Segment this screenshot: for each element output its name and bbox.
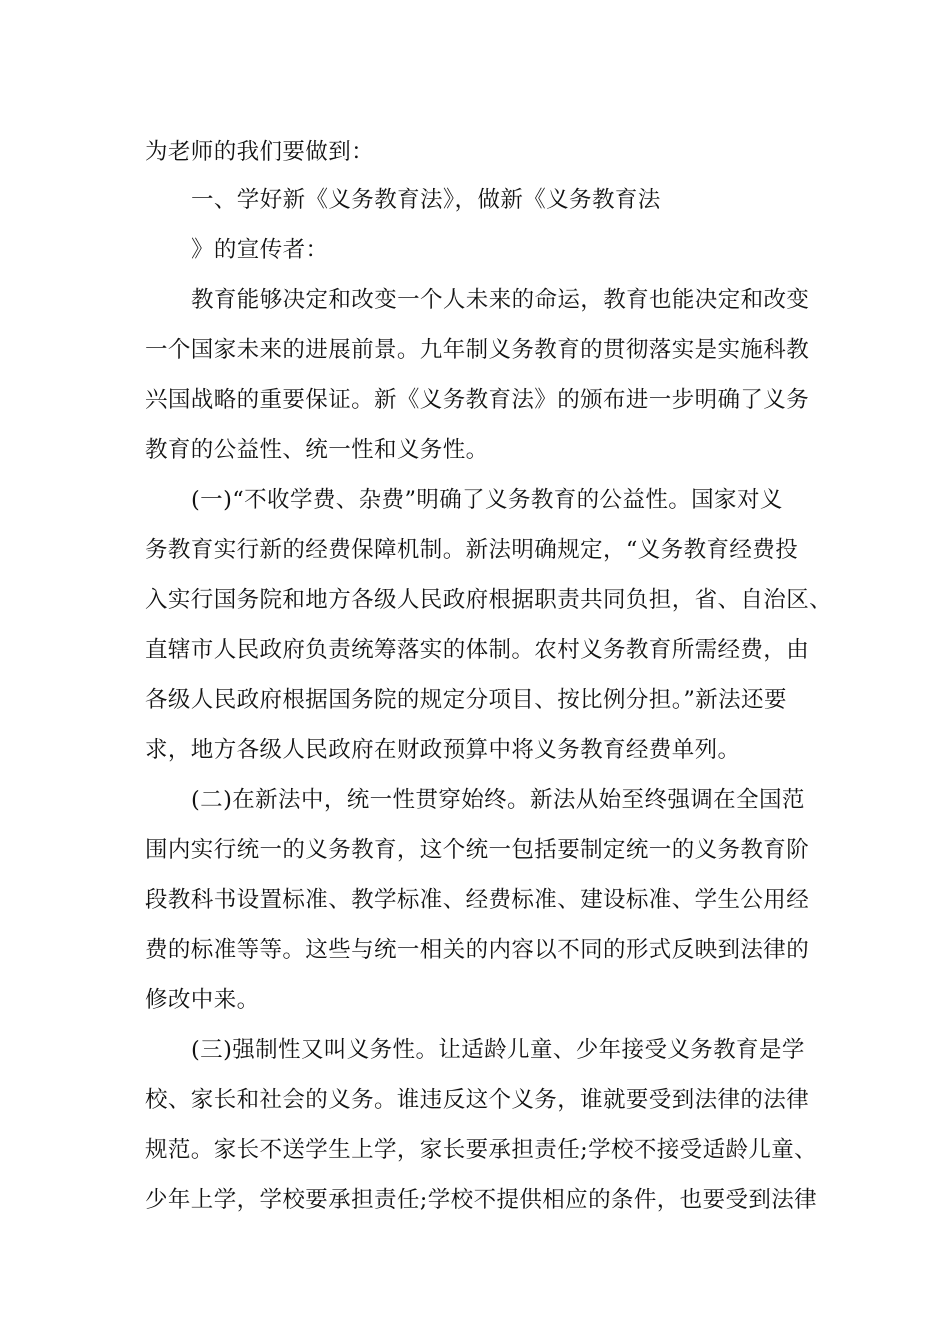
paragraph-line: 段教科书设置标准、教学标准、经费标准、建设标准、学生公用经 xyxy=(145,887,810,913)
section-heading-line: 一、学好新《义务教育法》，做新《义务教育法 xyxy=(191,187,661,213)
paragraph-line: 围内实行统一的义务教育，这个统一包括要制定统一的义务教育阶 xyxy=(145,837,810,863)
paragraph-line: (二)在新法中，统一性贯穿始终。新法从始至终强调在全国范 xyxy=(191,787,805,813)
paragraph-line: 教育的公益性、统一性和义务性。 xyxy=(145,437,489,463)
section-heading-line: 》的宣传者： xyxy=(191,237,329,263)
paragraph-line: (一)“不收学费、杂费”明确了义务教育的公益性。国家对义 xyxy=(191,487,783,513)
paragraph-line: 各级人民政府根据国务院的规定分项目、按比例分担。”新法还要 xyxy=(145,687,787,713)
paragraph-line: 一个国家未来的进展前景。九年制义务教育的贯彻落实是实施科教 xyxy=(145,337,810,363)
paragraph-line: 费的标准等等。这些与统一相关的内容以不同的形式反映到法律的 xyxy=(145,937,810,963)
paragraph-line: 教育能够决定和改变一个人未来的命运，教育也能决定和改变 xyxy=(191,287,810,313)
paragraph-line: 校、家长和社会的义务。谁违反这个义务，谁就要受到法律的法律 xyxy=(145,1087,810,1113)
paragraph-line: 兴国战略的重要保证。新《义务教育法》的颁布进一步明确了义务 xyxy=(145,387,810,413)
paragraph-line: 规范。家长不送学生上学，家长要承担责任;学校不接受适龄儿童、 xyxy=(145,1137,818,1163)
paragraph-line: (三)强制性又叫义务性。让适龄儿童、少年接受义务教育是学 xyxy=(191,1037,805,1063)
paragraph-line: 入实行国务院和地方各级人民政府根据职责共同负担，省、自治区、 xyxy=(145,587,833,613)
paragraph-line: 修改中来。 xyxy=(145,987,260,1013)
paragraph-line: 直辖市人民政府负责统筹落实的体制。农村义务教育所需经费，由 xyxy=(145,637,810,663)
text-line: 为老师的我们要做到： xyxy=(145,139,375,165)
paragraph-line: 务教育实行新的经费保障机制。新法明确规定，“义务教育经费投 xyxy=(145,537,799,563)
paragraph-line: 少年上学，学校要承担责任;学校不提供相应的条件，也要受到法律 xyxy=(145,1187,818,1213)
paragraph-line: 求，地方各级人民政府在财政预算中将义务教育经费单列。 xyxy=(145,737,741,763)
